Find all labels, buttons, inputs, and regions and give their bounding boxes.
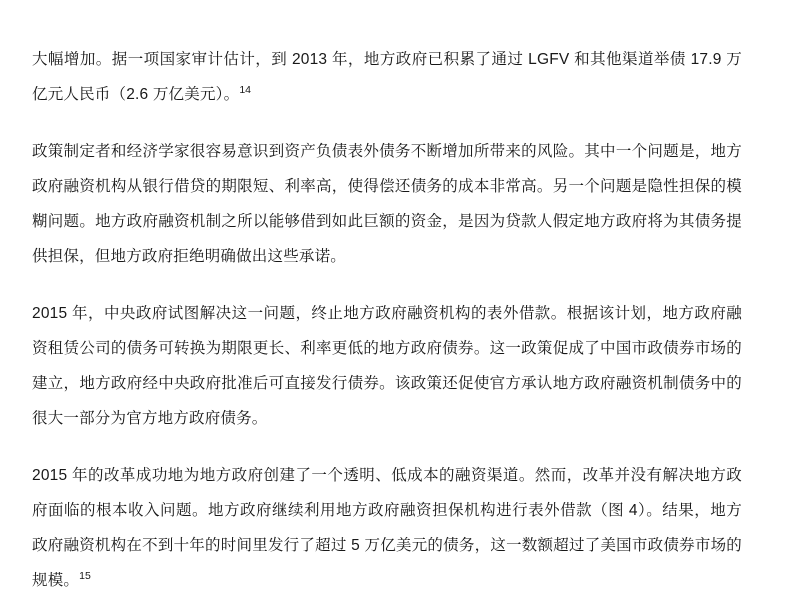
- footnote-marker-14: 14: [239, 83, 251, 96]
- paragraph-1-text: 大幅增加。据一项国家审计估计，到 2013 年，地方政府已积累了通过 LGFV 和其他渠道举债 17.9 万亿元人民币（2.6 万亿美元）。: [32, 51, 742, 103]
- paragraph-2: [32, 134, 742, 274]
- paragraph-4: [32, 458, 742, 598]
- paragraph-4-text: 2015 年的改革成功地为地方政府创建了一个透明、低成本的融资渠道。然而，改革并没有解决地方政府面临的根本收入问题。地方政府继续利用地方政府融资担保机构进行表外借款（图 4）。结果，地方政府融资机构在不到十年的时间里发行了超过 5 万亿美元的债务，这一数额超过了美国市政债券市场的规模。: [32, 467, 742, 589]
- paragraph-3-text: 2015 年，中央政府试图解决这一问题，终止地方政府融资机构的表外借款。根据该计划，地方政府融资租赁公司的债务可转换为期限更长、利率更低的地方政府债券。这一政策促成了中国市政债券市场的建立，地方政府经中央政府批准后可直接发行债券。该政策还促使官方承认地方政府融资机制债务中的很大一部分为官方地方政府债务。: [32, 305, 742, 427]
- paragraph-2-text: 政策制定者和经济学家很容易意识到资产负债表外债务不断增加所带来的风险。其中一个问题是，地方政府融资机构从银行借贷的期限短、利率高，使得偿还债务的成本非常高。另一个问题是隐性担保的模糊问题。地方政府融资机制之所以能够借到如此巨额的资金，是因为贷款人假定地方政府将为其债务提供担保，但地方政府拒绝明确做出这些承诺。: [32, 143, 742, 265]
- footnote-marker-15: 15: [79, 569, 91, 582]
- paragraph-1: [32, 42, 742, 112]
- paragraph-3: [32, 296, 742, 436]
